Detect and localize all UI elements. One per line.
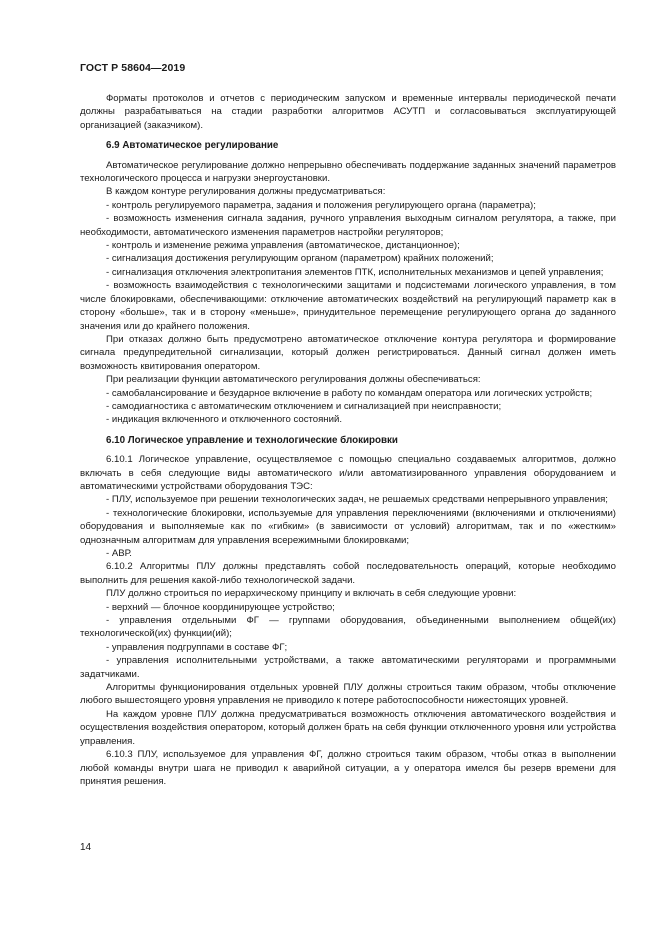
document-body bbox=[80, 92, 616, 788]
paragraph: - АВР. bbox=[106, 548, 132, 559]
paragraph: - контроль и изменение режима управления (автоматическое, дистанционное); bbox=[106, 240, 460, 252]
paragraph: ПЛУ должно строиться по иерархическому принципу и включать в себя следующие уровни: bbox=[106, 588, 517, 600]
paragraph: 6.10.2 Алгоритмы ПЛУ должны представлять собой последовательность операций, которые необходимо выполнить для решения какой-либо технологической задачи. bbox=[80, 561, 616, 586]
section-heading: 6.9 Автоматическое регулирование bbox=[106, 140, 279, 152]
paragraph: Автоматическое регулирование должно непрерывно обеспечивать поддержание заданных значений параметров технологического процесса и нагрузки энергоустановки. bbox=[80, 159, 616, 185]
paragraph: - контроль регулируемого параметра, задания и положения регулирующего органа (параметра); bbox=[106, 199, 536, 211]
paragraph: - индикация включенного и отключенного состояний. bbox=[106, 414, 342, 426]
paragraph: - сигнализация достижения регулирующим органом (параметром) крайних положений; bbox=[106, 253, 494, 265]
paragraph: - самодиагностика с автоматическим отключением и сигнализацией при неисправности; bbox=[106, 400, 502, 412]
paragraph: - управления подгруппами в составе ФГ; bbox=[106, 641, 288, 653]
paragraph: На каждом уровне ПЛУ должна предусматриваться возможность отключения автоматического воздействия и осуществления воздействия оператором, который должен брать на себя функции отключенного уровня или устройства управления. bbox=[80, 708, 616, 747]
paragraph: - управления исполнительными устройствами, а также автоматическими регуляторами и программными задатчиками. bbox=[80, 655, 616, 680]
paragraph: - управления отдельными ФГ — группами оборудования, объединенными выполнением общей(их) технологической(их) функции(ий); bbox=[80, 615, 616, 640]
paragraph: - ПЛУ, используемое при решении технологических задач, не решаемых средствами непрерывного управления; bbox=[106, 494, 608, 506]
paragraph: Алгоритмы функционирования отдельных уровней ПЛУ должны строиться таким образом, чтобы отключение любого вышестоящего уровня управления не приводило к потере работоспособности нижестоящих уровней. bbox=[80, 682, 616, 707]
section-heading: 6.10 Логическое управление и технологические блокировки bbox=[106, 434, 398, 446]
paragraph: - технологические блокировки, используемые для управления переключениями (включениями и отключениями) оборудования и выполняемые как по «гибким» (в зависимости от условий) алгоритмам, так и по «жестким» однозначным алгоритмам для управления всережимными блокировками; bbox=[80, 507, 616, 546]
paragraph: - верхний — блочное координирующее устройство; bbox=[106, 601, 335, 613]
page-number: 14 bbox=[80, 842, 92, 853]
paragraph: - возможность изменения сигнала задания, ручного управления выходным сигналом регулятора, а также, при необходимости, автоматического изменения параметров настройки регуляторов; bbox=[80, 213, 616, 238]
paragraph: - возможность взаимодействия с технологическими защитами и подсистемами логического управления, в том числе блокировками, обеспечивающими: отключение автоматических воздействий на регулирующий параметр как в сторону «больше», так и в сторону «меньше», принудительное перемещение регулирующего органа до заданного значения или до крайнего положения. bbox=[80, 280, 616, 332]
paragraph: - сигнализация отключения электропитания элементов ПТК, исполнительных механизмов и цепей управления; bbox=[106, 266, 604, 278]
paragraph: В каждом контуре регулирования должны предусматриваться: bbox=[106, 186, 386, 198]
paragraph: - самобалансирование и безударное включение в работу по командам оператора или логических устройств; bbox=[106, 387, 593, 399]
paragraph: При отказах должно быть предусмотрено автоматическое отключение контура регулятора и формирование сигнала предупредительной сигнализации, который должен регистрироваться. Данный сигнал должен иметь возможность квитирования оператором. bbox=[80, 333, 616, 372]
paragraph: Форматы протоколов и отчетов с периодическим запуском и временные интервалы периодической печати должны разрабатываться на стадии разработки алгоритмов АСУТП и согласовываться эксплуатирующей организацией (заказчиком). bbox=[80, 93, 616, 131]
paragraph: 6.10.1 Логическое управление, осуществляемое с помощью специально создаваемых алгоритмов, должно включать в себя следующие виды автоматического и/или автоматизированного управления оборудованием и автоматическими устройствами оборудования ТЭС: bbox=[80, 454, 616, 492]
paragraph: 6.10.3 ПЛУ, используемое для управления ФГ, должно строиться таким образом, чтобы отказ в выполнении любой команды внутри шага не приводил к аварийной ситуации, а у оператора имелся бы резерв времени для принятия решения. bbox=[80, 749, 616, 787]
paragraph: При реализации функции автоматического регулирования должны обеспечиваться: bbox=[106, 374, 481, 386]
document-header: ГОСТ Р 58604—2019 bbox=[80, 62, 186, 74]
